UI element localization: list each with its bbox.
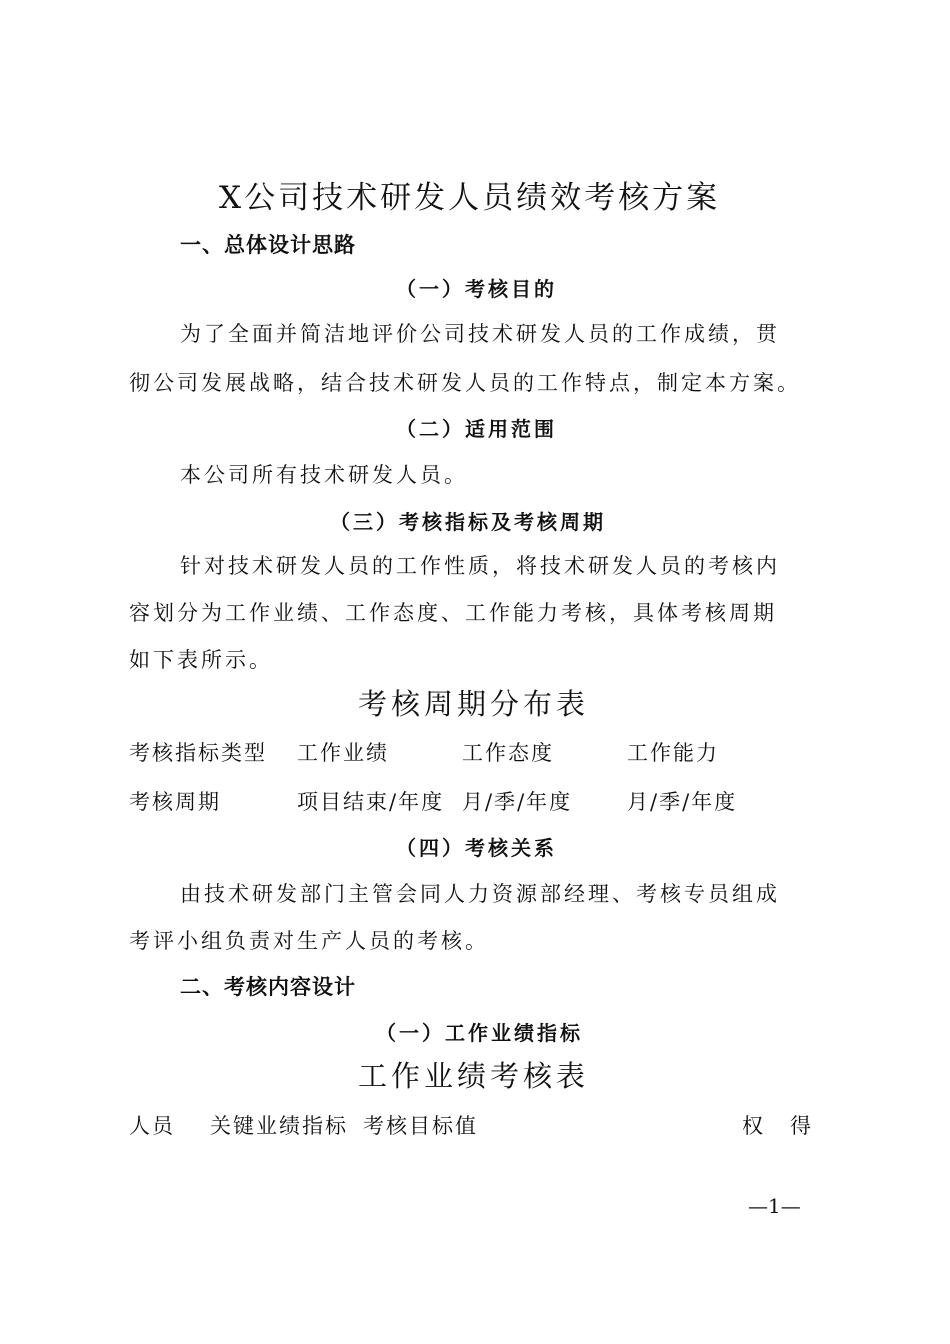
subheading-relationship: （四）考核关系 bbox=[396, 836, 557, 860]
performance-table-title: 工作业绩考核表 bbox=[358, 1059, 590, 1093]
cycle-table-title: 考核周期分布表 bbox=[358, 687, 590, 721]
paragraph-line: 本公司所有技术研发人员。 bbox=[180, 463, 468, 487]
paragraph-line: 考评小组负责对生产人员的考核。 bbox=[129, 929, 489, 953]
table-header-cell: 权 bbox=[742, 1114, 765, 1138]
section-heading-1: 一、总体设计思路 bbox=[180, 233, 356, 257]
page-number: —1— bbox=[748, 1194, 801, 1218]
table-header-cell: 关键业绩指标 bbox=[210, 1114, 348, 1138]
paragraph-line: 针对技术研发人员的工作性质，将技术研发人员的考核内 bbox=[180, 554, 780, 578]
table-cell: 考核指标类型 bbox=[129, 741, 267, 765]
table-cell: 工作业绩 bbox=[297, 741, 389, 765]
table-cell: 工作能力 bbox=[627, 741, 719, 765]
table-cell: 月/季/年度 bbox=[627, 790, 738, 814]
subheading-purpose: （一）考核目的 bbox=[396, 277, 557, 301]
paragraph-line: 由技术研发部门主管会同人力资源部经理、考核专员组成 bbox=[180, 882, 780, 906]
subheading-scope: （二）适用范围 bbox=[396, 417, 557, 441]
table-header-cell: 得 bbox=[790, 1114, 813, 1138]
paragraph-line: 如下表所示。 bbox=[129, 648, 273, 672]
table-header-cell: 考核目标值 bbox=[363, 1114, 478, 1138]
subheading-performance: （一）工作业绩指标 bbox=[376, 1021, 583, 1045]
paragraph-line: 容划分为工作业绩、工作态度、工作能力考核，具体考核周期 bbox=[129, 601, 777, 625]
document-title: X公司技术研发人员绩效考核方案 bbox=[219, 180, 721, 216]
table-cell: 考核周期 bbox=[129, 790, 221, 814]
table-cell: 月/季/年度 bbox=[462, 790, 573, 814]
table-cell: 工作态度 bbox=[462, 741, 554, 765]
table-header-cell: 人员 bbox=[129, 1114, 175, 1138]
paragraph-line: 彻公司发展战略，结合技术研发人员的工作特点，制定本方案。 bbox=[129, 371, 801, 395]
section-heading-2: 二、考核内容设计 bbox=[180, 975, 356, 999]
table-cell: 项目结束/年度 bbox=[297, 790, 445, 814]
paragraph-line: 为了全面并简洁地评价公司技术研发人员的工作成绩，贯 bbox=[180, 322, 780, 346]
subheading-indicators: （三）考核指标及考核周期 bbox=[330, 510, 606, 534]
